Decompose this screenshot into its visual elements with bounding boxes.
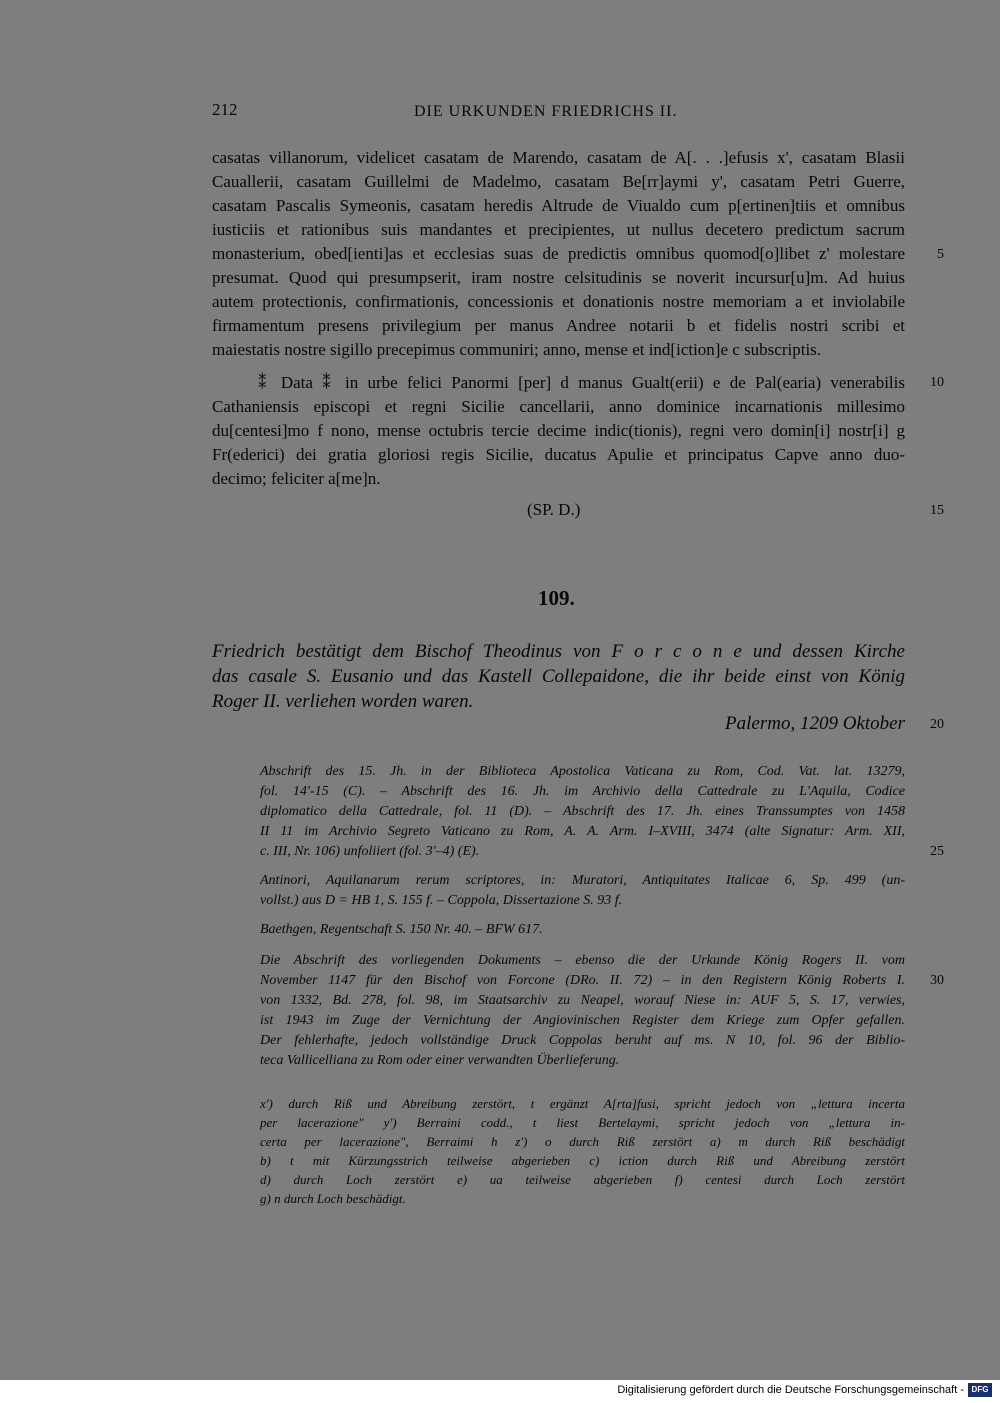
body-line: monasterium, obed[ienti]as et ecclesias suas de predictis omnibus quomod[o]libet z' molestare (212, 244, 905, 263)
line-number: 10 (930, 375, 944, 390)
data-line: ⁑ Data ⁑ in urbe felici Panormi [per] d manus Gualt(erii) e de Pal(earia) venerabilis (258, 373, 905, 392)
source-line: c. III, Nr. 106) unfoliiert (fol. 3'–4) (E). (260, 844, 480, 859)
funding-credit: Digitalisierung gefördert durch die Deutsche Forschungsgemeinschaft - (617, 1384, 964, 1396)
data-line: du[centesi]mo f nono, mense octubris tercie decime indic(tionis), regni vero domin[i] nostr[i] g (212, 421, 905, 440)
body-line: iusticiis et rationibus suis mandantes et precipientes, ut nullus decetero predictum sacrum (212, 220, 905, 239)
body-line: autem protectionis, confirmationis, concessionis et donationis nostre memoriam a et inviolabile (212, 292, 905, 311)
footnote-line: g) n durch Loch beschädigt. (260, 1191, 406, 1206)
footer-bar (0, 1380, 1000, 1403)
line-number: 5 (937, 247, 944, 262)
document-number: 109. (538, 586, 575, 610)
data-line: Cathaniensis episcopi et regni Sicilie cancellarii, anno dominice incarnationis millesimo (212, 397, 905, 416)
dfg-logo: DFG (968, 1383, 992, 1397)
footnote-line: per lacerazione" y') Berraini codd., t liest Bertelaymi, spricht jedoch von „lettura in- (260, 1115, 905, 1130)
body-line: firmamentum presens privilegium per manus Andree notarii b et fidelis nostri scribi et (212, 316, 905, 335)
source-line: diplomatico della Cattedrale, fol. 11 (D). – Abschrift des 17. Jh. eines Transsumptes von 1458 (260, 804, 905, 819)
line-number: 15 (930, 503, 944, 518)
source-line: Baethgen, Regentschaft S. 150 Nr. 40. – BFW 617. (260, 922, 543, 937)
data-line: decimo; feliciter a[me]n. (212, 469, 381, 488)
place-date: Palermo, 1209 Oktober (725, 713, 905, 734)
footnote-line: d) durch Loch zerstört e) ua teilweise abgerieben f) centesi durch Loch zerstört (260, 1172, 905, 1187)
page-number: 212 (212, 100, 238, 119)
summary-line: Roger II. verliehen worden waren. (212, 691, 474, 712)
footnote-line: certa per lacerazione", Berraimi h z') o durch Riß zerstört a) m durch Riß beschädigt (260, 1134, 905, 1149)
line-number: 20 (930, 717, 944, 732)
source-line: von 1332, Bd. 278, fol. 98, im Staatsarchiv zu Neapel, worauf Niese in: AUF 5, S. 17, verwies, (260, 993, 905, 1008)
summary-line: das casale S. Eusanio und das Kastell Collepaidone, die ihr beide einst von König (212, 666, 905, 687)
footnote-line: b) t mit Kürzungsstrich teilweise abgerieben c) iction durch Riß und Abreibung zerstört (260, 1153, 905, 1168)
source-line: Abschrift des 15. Jh. in der Biblioteca Apostolica Vaticana zu Rom, Cod. Vat. lat. 13279, (260, 764, 905, 779)
source-line: ist 1943 im Zuge der Vernichtung der Angiovinischen Register dem Kriege zum Opfer gefallen. (260, 1013, 905, 1028)
source-line: fol. 14'-15 (C). – Abschrift des 16. Jh. im Archivio della Cattedrale zu L'Aquila, Codice (260, 784, 905, 799)
source-line: II 11 im Archivio Segreto Vaticano zu Rom, A. A. Arm. I–XVIII, 3474 (alte Signatur: Arm. XII, (260, 824, 905, 839)
seal-note: (SP. D.) (527, 500, 581, 519)
running-title: DIE URKUNDEN FRIEDRICHS II. (414, 103, 678, 120)
source-line: November 1147 für den Bischof von Forcone (DRo. II. 72) – in den Registern König Roberts I. (260, 973, 905, 988)
summary-line: Friedrich bestätigt dem Bischof Theodinus von F o r c o n e und dessen Kirche (212, 641, 905, 662)
source-line: Die Abschrift des vorliegenden Dokuments – ebenso die der Urkunde König Rogers II. vom (260, 953, 905, 968)
line-number: 25 (930, 844, 944, 859)
data-line: Fr(ederici) dei gratia gloriosi regis Sicilie, ducatus Apulie et principatus Capve anno duo- (212, 445, 905, 464)
source-line: teca Vallicelliana zu Rom oder einer verwandten Überlieferung. (260, 1053, 620, 1068)
body-line: casatam Pascalis Symeonis, casatam heredis Altrude de Viualdo cum p[ertinen]tiis et omnibus (212, 196, 905, 215)
source-line: Antinori, Aquilanarum rerum scriptores, in: Muratori, Antiquitates Italicae 6, Sp. 499 (un- (260, 873, 905, 888)
footnote-line: x') durch Riß und Abreibung zerstört, t ergänzt A[rta]fusi, spricht jedoch von „lettura incerta (260, 1096, 905, 1111)
body-line: maiestatis nostre sigillo precepimus communiri; anno, mense et ind[iction]e c subscriptis. (212, 340, 822, 359)
body-line: presumat. Quod qui presumpserit, iram nostre celsitudinis se noverit incursur[u]m. Ad huius (212, 268, 905, 287)
body-line: Cauallerii, casatam Guillelmi de Madelmo, casatam Be[rr]aymi y', casatam Petri Guerre, (212, 172, 905, 191)
source-line: vollst.) aus D = HB 1, S. 155 f. – Coppola, Dissertazione S. 93 f. (260, 893, 623, 908)
body-line: casatas villanorum, videlicet casatam de Marendo, casatam de A[. . .]efusis x', casatam Blasii (212, 148, 905, 167)
line-number: 30 (930, 973, 944, 988)
source-line: Der fehlerhafte, jedoch vollständige Druck Coppolas beruht auf ms. N 10, fol. 96 der Biblio- (260, 1033, 905, 1048)
